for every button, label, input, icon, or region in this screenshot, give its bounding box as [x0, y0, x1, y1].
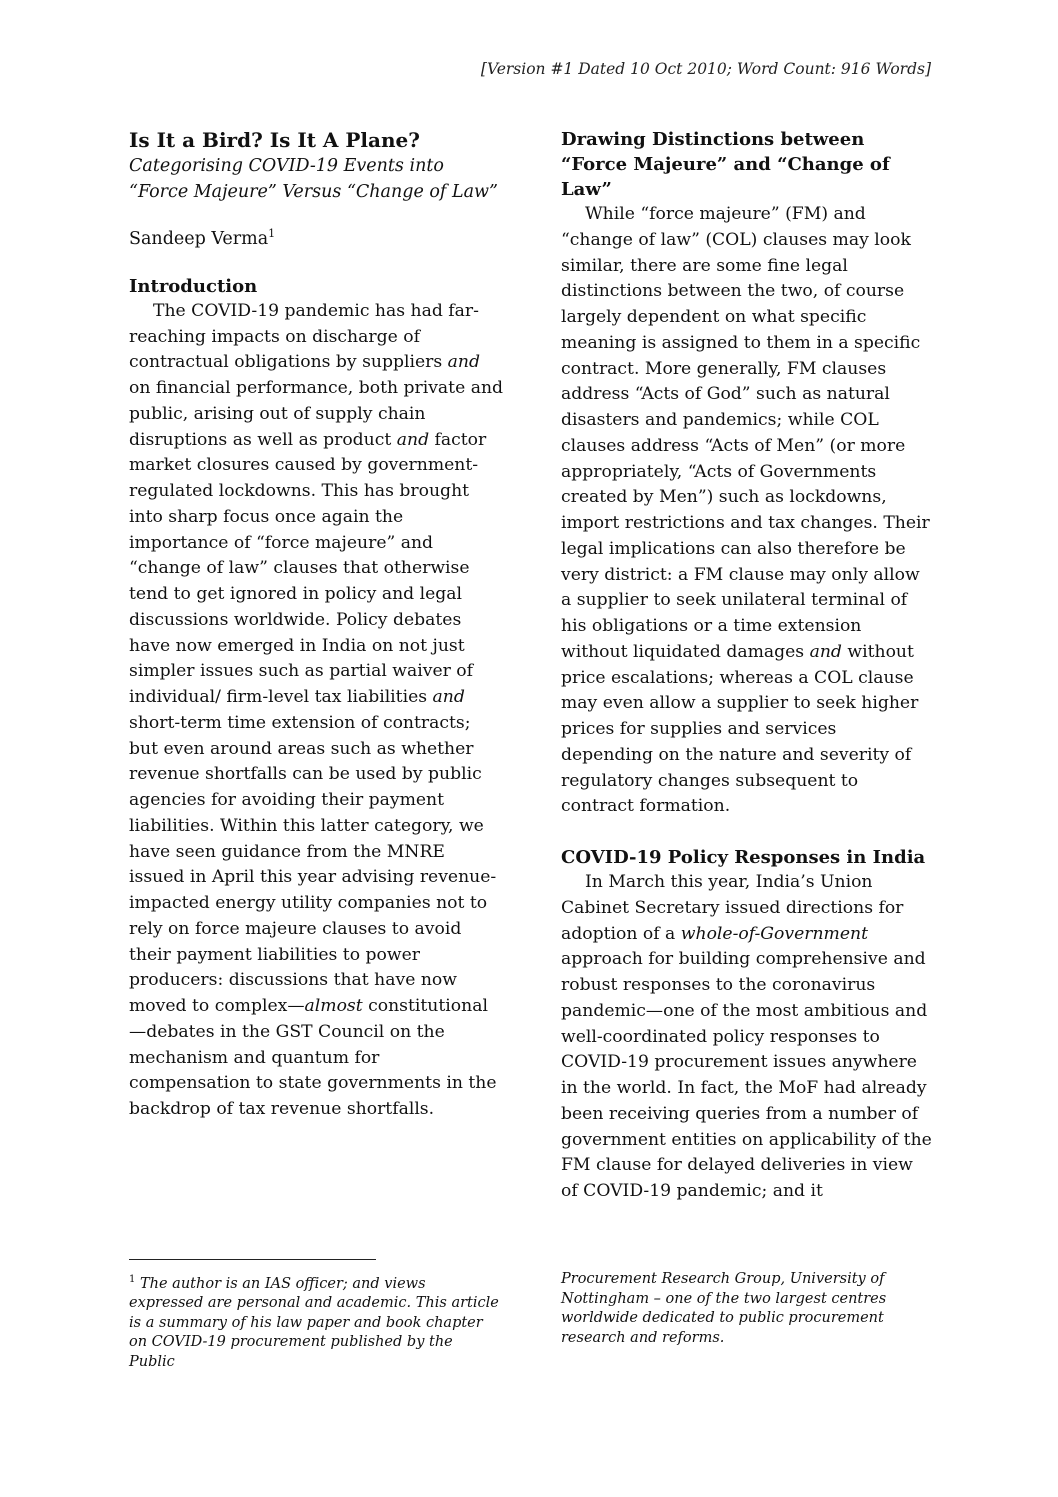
footnote-ref[interactable]: 1	[268, 227, 276, 240]
footnote-right: Procurement Research Group, University of Nottingham – one of the two largest centres worldwide dedicated to public procurement research and reforms.	[561, 1271, 887, 1346]
introduction-paragraph: The COVID-19 pandemic has had far-reaching impacts on discharge of contractual obligations by suppliers and on financial performance, both private and public, arising out of supply chain disruptions as well as product and factor market closures caused by government-regulated lockdowns. This has brought into sharp focus once again the importance of “force majeure” and “change of law” clauses that otherwise tend to get ignored in policy and legal discussions worldwide. Policy debates have now emerged in India on not just simpler issues such as partial waiver of individual/ firm-level tax liabilities and short-term time extension of contracts; but even around areas such as whether revenue shortfalls can be used by public agencies for avoiding their payment liabilities. Within this latter category, we have seen guidance from the MNRE issued in April this year advising revenue-impacted energy utility companies not to rely on force majeure clauses to avoid their payment liabilities to power producers: discussions that have now moved to complex—almost constitutional—debates in the GST Council on the mechanism and quantum for compensation to state governments in the backdrop of tax revenue shortfalls.	[129, 300, 504, 1120]
footnote-left: $^1$ The author is an IAS officer; and views expressed are personal and academic. This article is a summary of his law paper and book chapter on COVID-19 procurement published by the Public	[129, 1274, 499, 1370]
article-title: Is It a Bird? Is It A Plane?	[129, 128, 420, 152]
version-note: [Version #1 Dated 10 Oct 2010; Word Count: 916 Words]	[480, 60, 931, 78]
subtitle-line-1: Categorising COVID-19 Events into	[129, 156, 444, 176]
footnote-marker: 1	[129, 1274, 136, 1285]
article-subtitle	[129, 153, 504, 205]
left-column	[129, 127, 504, 1123]
distinctions-paragraph: While “force majeure” (FM) and “change of law” (COL) clauses may look similar, there are some fine legal distinctions between the two, of course largely dependent on what specific meaning is assigned to them in a specific contract. More generally, FM clauses address “Acts of God” such as natural disasters and pandemics; while COL clauses address “Acts of Men” (or more appropriately, “Acts of Governments created by Men”) such as lockdowns, import restrictions and tax changes. Their legal implications can also therefore be very district: a FM clause may only allow a supplier to seek unilateral terminal of his obligations or a time extension without liquidated damages and without price escalations; whereas a COL clause may even allow a supplier to seek higher prices for supplies and services depending on the nature and severity of regulatory changes subsequent to contract formation.	[561, 204, 930, 817]
section-spacer	[561, 820, 933, 845]
section-heading-responses: COVID-19 Policy Responses in India	[561, 847, 926, 868]
right-column	[561, 127, 933, 1205]
responses-paragraph: In March this year, India’s Union Cabinet Secretary issued directions for adoption of a whole-of-Government approach for building comprehensive and robust responses to the coronavirus pandemic—one of the most ambitious and well-coordinated policy responses to COVID-19 procurement issues anywhere in the world. In fact, the MoF had already been receiving queries from a number of government entities on applicability of the FM clause for delayed deliveries in view of COVID-19 pandemic; and it	[561, 872, 932, 1201]
footnote-divider	[129, 1259, 376, 1260]
author-name: Sandeep Verma	[129, 228, 269, 249]
subtitle-line-2: “Force Majeure” Versus “Change of Law”	[129, 182, 498, 202]
author-line	[129, 221, 504, 252]
section-heading-introduction: Introduction	[129, 275, 258, 297]
section-heading-distinctions: Drawing Distinctions between “Force Majeure” and “Change of Law”	[561, 129, 890, 200]
